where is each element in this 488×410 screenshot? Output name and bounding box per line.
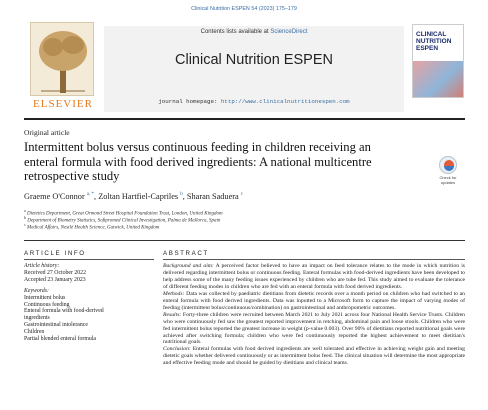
author-affil-sup[interactable]: b (180, 192, 183, 198)
homepage-prefix: journal homepage: (158, 98, 221, 105)
author-affil-sup[interactable]: c (240, 192, 244, 198)
author-separator: , (94, 192, 99, 201)
journal-header (24, 18, 465, 120)
author-name[interactable]: Zoltan Hartfiel-Capriles (98, 192, 179, 201)
affil-text: Department of Biometry Statistics, Softpromed Clinical Investigation, Palma de Mallorca, Spain (27, 218, 221, 224)
journal-citation[interactable]: Clinical Nutrition ESPEN 54 (2023) 175–179 (191, 6, 297, 12)
affil-sup: c (24, 222, 26, 227)
check-updates-label: Check for updates (439, 175, 457, 185)
history-label: Article history: (24, 263, 60, 269)
keyword: ingredients (24, 315, 50, 322)
keyword: Continuous feeding (24, 301, 70, 308)
author-affil-sup[interactable]: a, * (86, 192, 95, 198)
background-text: A perceived factor believed to have an impact on feed tolerance relates to the mode in which nutrition is delivered regarding intermittent bolus or continuous feeding. Enteral formulas with food-derived ingredients have been developed to help address some of the many feeding issues experienced by children who are tube fed. This study aimed to evaluate the tolerance of different feeding modes in children who are fed with an enteral formula with food derived ingredients. (163, 263, 466, 290)
article-info (24, 263, 154, 343)
abstract-results (163, 312, 465, 347)
article-info-rule (24, 259, 154, 260)
author-name[interactable]: Graeme O'Connor (24, 192, 85, 201)
affil-sup: b (24, 215, 26, 220)
received-date: Received 27 October 2022 (24, 269, 86, 276)
journal-banner (104, 26, 404, 112)
homepage-line (104, 98, 404, 105)
journal-cover[interactable] (412, 24, 464, 98)
elsevier-logo[interactable] (24, 18, 102, 120)
elsevier-wordmark: ELSEVIER (33, 98, 93, 110)
abstract-body (163, 263, 465, 367)
methods-label: Methods: (163, 290, 185, 297)
journal-title: Clinical Nutrition ESPEN (175, 52, 333, 68)
cover-image (413, 61, 464, 98)
abstract-methods (163, 291, 465, 312)
accepted-date: Accepted 23 January 2023 (24, 276, 86, 283)
affil-text: Medical Affairs, Nestlé Health Science, Gatwick, United Kingdom (27, 225, 160, 231)
affiliation (24, 222, 159, 231)
conclusion-label: Conclusion: (163, 346, 191, 353)
keyword: Partial blended enteral formula (24, 336, 96, 343)
sciencedirect-link[interactable]: ScienceDirect (270, 29, 308, 35)
keyword: Intermittent bolus (24, 294, 66, 301)
homepage-link[interactable]: http://www.clinicalnutritionespen.com (220, 98, 350, 105)
keyword: Children (24, 329, 45, 336)
contents-line (104, 29, 404, 35)
background-label: Background and aim: (163, 263, 214, 269)
results-label: Results: (163, 311, 182, 318)
author-list (24, 192, 243, 201)
abstract-heading: ABSTRACT (163, 250, 209, 257)
affil-text: Dietetics Department, Great Ormond Street Hospital Foundation Trust, London, United Kingdom (27, 211, 223, 217)
check-for-updates-button[interactable] (433, 156, 463, 194)
article-title: Intermittent bolus versus continuous feeding in children receiving an enteral formula with food derived ingredients: A national multicentre retrospective study (24, 140, 372, 183)
abstract-conclusion (163, 346, 465, 367)
keywords-label: Keywords: (24, 287, 49, 294)
methods-text: Data was collected by paediatric dietitians from dietetic records over a month period on children who had switched to an enteral formula with food derived ingredients. Data was inputted to a Microsoft form to capture the impact of varying modes of feeding (intermittent bolus/continuous/combination) on gastrointestinal and anthropometric outcomes. (163, 290, 466, 311)
check-updates-icon (439, 156, 457, 174)
article-type: Original article (24, 128, 70, 137)
cover-title: CLINICAL NUTRITION ESPEN (416, 31, 452, 52)
keyword: Gastrointestinal intolerance (24, 322, 88, 329)
contents-prefix: Contents lists available at (200, 29, 271, 35)
article-info-heading: ARTICLE INFO (24, 250, 86, 257)
affil-sup: a (24, 208, 26, 213)
header-divider (24, 118, 465, 120)
elsevier-tree-icon (30, 22, 94, 96)
cover-top (413, 25, 464, 61)
keyword: Enteral formula with food-derived (24, 308, 104, 315)
results-text: Forty-three children were recruited between March 2021 to July 2021 across four National Health Service Trusts. Children who were continuously fed saw the greatest reported improvement in retching, abdominal pain and loose stools. Children who were fed intermittent bolus reported the greatest increase in weight (p-value 0.003). Over 90% of dietitians reported nutritional goals were achieved after switching formula; children who were fed continuously reported the highest achievement to meet dietitian's nutritional goals. (163, 311, 466, 346)
section-divider (24, 240, 465, 241)
abstract-background (163, 263, 465, 291)
author-separator: , (182, 192, 187, 201)
abstract-rule (163, 259, 465, 260)
conclusion-text: Enteral formulas with food derived ingredients are well tolerated and effective in achieving weight gain and meeting dietetic goals whether delivered continuously or as intermittent bolus feed. The clinical situation will determine the most appropriate and effective feeding mode and should be guided by dietitians and clinical teams. (163, 346, 466, 367)
author-name[interactable]: Sharan Saduera (186, 192, 239, 201)
